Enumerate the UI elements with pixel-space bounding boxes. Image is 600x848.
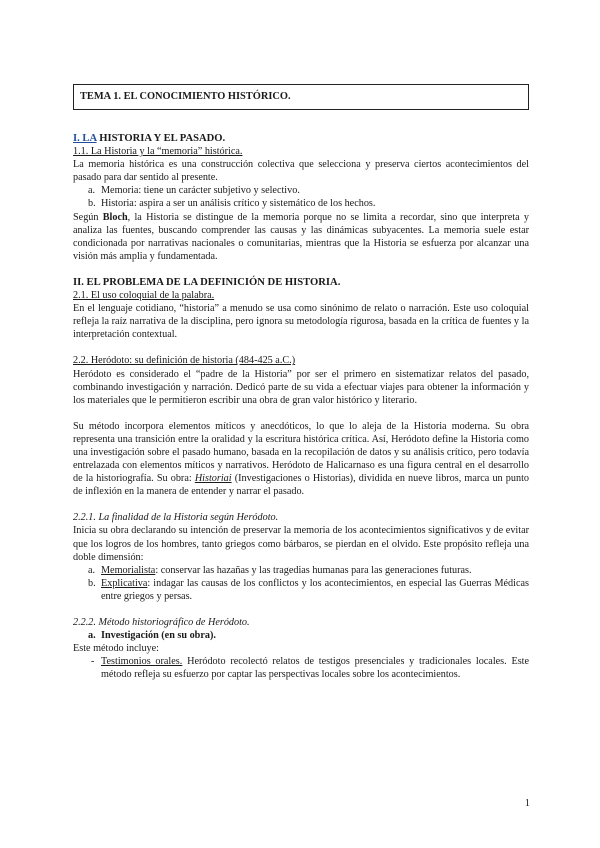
subsection-1-1-title: 1.1. La Historia y la “memoria” histórica. [73, 146, 243, 158]
list-item: a. Investigación (en su obra). [88, 630, 216, 642]
section-1-heading: I. LA HISTORIA Y EL PASADO. [73, 133, 226, 144]
method-dash-list [73, 655, 529, 681]
subsection-2-2-1-paragraph: Inicia su obra declarando su intención de preservar la memoria de los acontecimientos significativos y de evitar que los logros de los hombres, tanto griegos como bárbaros, se pierdan en el olvido. Este propósito refleja una doble dimensión: [73, 525, 529, 563]
list-item: - Testimonios orales. Heródoto recolectó relatos de testigos presenciales y tradicionales locales. Este método refleja su esfuerzo por captar las perspectivas locales sobre los acontecimientos. [91, 656, 530, 681]
section-1-link[interactable]: I. LA [73, 133, 97, 144]
bloch-paragraph: Según Bloch, la Historia se distingue de la memoria porque no se limita a recordar, sino que interpreta y analiza las fuentes, buscando comprender las causas y las dinámicas subyacentes. La memoria suele estar condicionada por narrativas nacionales o comunitarias, mientras que la Historia se esfuerza por alcanzar una visión más amplia y fundamentada. [73, 211, 529, 262]
list-item: a. Memoria: tiene un carácter subjetivo y selectivo. [88, 185, 300, 197]
herodotus-paragraph-1: Heródoto es considerado el “padre de la Historia” por ser el primero en sistematizar relatos del pasado, combinando investigación y narración. Dedicó parte de su vida a efectuar viajes para obtener la información y los materiales que le permitieron escribir una obra de gran valor histórico y literario. [73, 368, 529, 406]
subsection-1-1-paragraph: La memoria histórica es una construcción colectiva que selecciona y preserva ciertos acontecimientos del pasado para dar sentido al presente. [73, 159, 529, 184]
section-2-heading: II. EL PROBLEMA DE LA DEFINICIÓN DE HISTORIA. [73, 276, 341, 288]
list-item: b. Historia: aspira a ser un análisis crítico y sistemático de los hechos. [88, 198, 376, 210]
subsection-2-2-1-title: 2.2.1. La finalidad de la Historia según Heródoto. [73, 512, 279, 524]
historiai-title: Historiai [194, 473, 232, 485]
method-list [73, 629, 529, 642]
document-title: TEMA 1. EL CONOCIMIENTO HISTÓRICO. [73, 84, 529, 110]
subsection-2-2-title: 2.2. Heródoto: su definición de historia (484-425 a.C.) [73, 355, 296, 367]
purpose-list [73, 564, 529, 603]
page-number: 1 [524, 798, 530, 809]
subsection-2-1-paragraph: En el lenguaje cotidiano, “historia” a menudo se usa como sinónimo de relato o narración. Este uso coloquial refleja la raíz narrativa de la disciplina, pero ignora su metodología rigurosa, basada en la crítica de fuentes y la interpretación contextual. [73, 303, 529, 341]
document-page [73, 84, 529, 681]
herodotus-paragraph-2: Su método incorpora elementos míticos y anecdóticos, lo que lo aleja de la Historia moderna. Su obra representa una transición entre la oralidad y la escritura histórica crítica. Así, Heródoto define la Historia como una investigación sobre el pasado humano, basada en la recopilación de datos y su análisis crítico, pero todavía entrelazada con elementos míticos y narrativos. Heródoto de Halicarnaso es una figura central en el desarrollo de la historiografía. Su obra: Historiai (Investigaciones o Historias), dividida en nueve libros, marca un punto de inflexión en la manera de entender y narrar el pasado. [73, 420, 529, 498]
method-intro: Este método incluye: [73, 643, 160, 655]
bloch-name: Bloch [102, 211, 128, 223]
list-item: a. Memorialista: conservar las hazañas y las tragedias humanas para las generaciones futuras. [88, 564, 472, 576]
subsection-2-2-2-title: 2.2.2. Método historiográfico de Heródoto. [73, 617, 250, 628]
subsection-2-1-title: 2.1. El uso coloquial de la palabra. [73, 290, 215, 302]
memory-history-list [73, 184, 529, 210]
list-item: b. Explicativa: indagar las causas de los conflictos y los acontecimientos, en especial las Guerras Médicas entre griegos y persas. [88, 577, 529, 602]
